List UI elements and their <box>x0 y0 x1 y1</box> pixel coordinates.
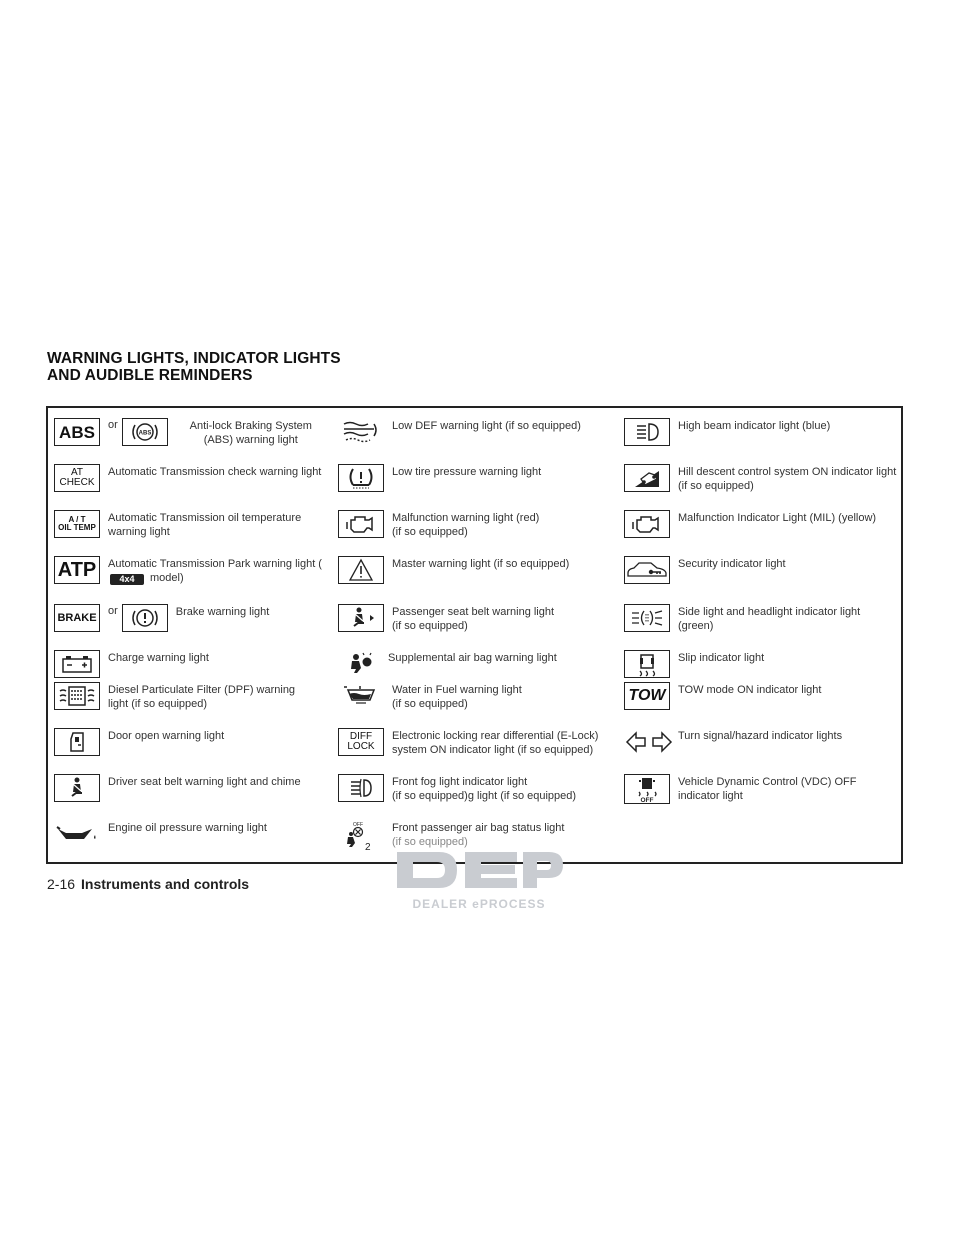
desc-mil-yellow: Malfunction Indicator Light (MIL) (yellow) <box>678 512 877 524</box>
high-beam-icon <box>624 418 670 446</box>
entry-diff-lock <box>338 728 598 757</box>
dpf-icon <box>54 682 100 710</box>
entry-tow <box>624 682 821 710</box>
desc-def: Low DEF warning light (if so equipped) <box>392 420 581 432</box>
entry-turn-signal <box>624 728 842 756</box>
page-footer <box>47 876 249 892</box>
section-title: Instruments and controls <box>81 876 250 892</box>
vdc-off-icon <box>624 774 670 804</box>
desc-at-check: Automatic Transmission check warning light <box>108 466 322 478</box>
entry-vdc-off <box>624 774 898 804</box>
entry-side-headlight <box>624 604 888 633</box>
tire-pressure-icon <box>338 464 384 492</box>
airbag-icon <box>338 650 382 678</box>
desc-side-headlight: Side light and headlight indicator light (green) <box>678 606 861 632</box>
front-fog-icon <box>338 774 384 802</box>
entry-driver-seatbelt <box>54 774 301 802</box>
brake-icon: BRAKE <box>54 604 100 632</box>
desc-hill-descent: Hill descent control system ON indicator light (if so equipped) <box>678 466 897 492</box>
entry-at-check <box>54 464 324 492</box>
entry-door <box>54 728 224 756</box>
desc-charge: Charge warning light <box>108 652 209 664</box>
desc-vdc-off: Vehicle Dynamic Control (VDC) OFF indicator light <box>678 776 857 802</box>
desc-water-fuel: Water in Fuel warning light (if so equipped) <box>392 684 522 710</box>
desc-diff-lock: Electronic locking rear differential (E-Lock) system ON indicator light (if so equipped) <box>392 730 599 756</box>
passenger-seatbelt-icon <box>338 604 384 632</box>
desc-security: Security indicator light <box>678 558 786 570</box>
entry-brake <box>54 604 269 632</box>
tow-icon: TOW <box>624 682 670 710</box>
atp-icon: ATP <box>54 556 100 584</box>
svg-text:2: 2 <box>365 842 371 852</box>
or-label: or <box>108 419 118 431</box>
entry-fog <box>338 774 576 803</box>
entry-master <box>338 556 569 584</box>
water-in-fuel-icon <box>338 682 384 710</box>
desc-dpf: Diesel Particulate Filter (DPF) warning light (if so equipped) <box>108 684 296 710</box>
svg-text:OFF: OFF <box>640 797 654 803</box>
desc-tire: Low tire pressure warning light <box>392 466 542 478</box>
desc-airbag: Supplemental air bag warning light <box>388 652 557 664</box>
oil-can-icon <box>54 820 100 848</box>
desc-at-oil-temp: Automatic Transmission oil temperature warning light <box>108 512 302 538</box>
page-title <box>47 350 341 384</box>
side-headlight-icon <box>624 604 670 632</box>
desc-fog: Front fog light indicator light (if so equipped)g light (if so equipped) <box>392 776 577 802</box>
desc-driver-seatbelt: Driver seat belt warning light and chime <box>108 776 301 788</box>
entry-dpf <box>54 682 318 711</box>
svg-text:OFF: OFF <box>353 822 363 828</box>
desc-oil: Engine oil pressure warning light <box>108 822 267 834</box>
abs-icon: ABS <box>54 418 100 446</box>
title-line-1: WARNING LIGHTS, INDICATOR LIGHTS <box>47 350 341 367</box>
diff-lock-icon: DIFF LOCK <box>338 728 384 756</box>
or-label: or <box>108 605 118 617</box>
door-open-icon <box>54 728 100 756</box>
security-car-icon <box>624 556 670 584</box>
desc-master: Master warning light (if so equipped) <box>392 558 570 570</box>
def-icon <box>338 418 384 446</box>
entry-water-fuel <box>338 682 522 711</box>
desc-passenger-airbag-off: Front passenger air bag status light (if so equipped) <box>392 822 565 848</box>
desc-mil-red: Malfunction warning light (red) (if so equipped) <box>392 512 540 538</box>
battery-icon <box>54 650 100 678</box>
hill-descent-icon <box>624 464 670 492</box>
slip-icon <box>624 650 670 678</box>
entry-hill-descent <box>624 464 898 493</box>
entry-mil-yellow <box>624 510 876 538</box>
engine-red-icon <box>338 510 384 538</box>
page-number: 2-16 <box>47 876 76 892</box>
dealer-eprocess-logo <box>395 848 565 919</box>
at-check-icon: AT CHECK <box>54 464 100 492</box>
entry-tire <box>338 464 541 492</box>
entry-passenger-seatbelt <box>338 604 554 633</box>
entry-security <box>624 556 786 584</box>
desc-slip: Slip indicator light <box>678 652 765 664</box>
passenger-airbag-off-icon <box>338 820 384 852</box>
entry-mil-red <box>338 510 539 539</box>
engine-yellow-icon <box>624 510 670 538</box>
entry-airbag <box>338 650 557 678</box>
desc-brake: Brake warning light <box>175 606 270 618</box>
entry-at-oil-temp <box>54 510 328 539</box>
entry-abs <box>54 418 326 447</box>
entry-def <box>338 418 581 446</box>
brake-circle-icon <box>122 604 168 632</box>
desc-tow: TOW mode ON indicator light <box>678 684 822 696</box>
svg-text:DEALER ePROCESS: DEALER ePROCESS <box>412 897 546 911</box>
title-line-2: AND AUDIBLE REMINDERS <box>47 367 253 384</box>
desc-abs: Anti-lock Braking System (ABS) warning light <box>189 420 312 446</box>
desc-high-beam: High beam indicator light (blue) <box>678 420 831 432</box>
entry-atp <box>54 556 324 585</box>
desc-passenger-seatbelt: Passenger seat belt warning light (if so equipped) <box>392 606 555 632</box>
entry-oil <box>54 820 267 848</box>
svg-text:ABS: ABS <box>138 430 152 437</box>
4x4-badge: 4x4 <box>110 574 144 585</box>
desc-door: Door open warning light <box>108 730 225 742</box>
entry-charge <box>54 650 209 678</box>
turn-signal-icon <box>624 728 674 756</box>
driver-seatbelt-icon <box>54 774 100 802</box>
abs-circle-icon <box>122 418 168 446</box>
at-oil-temp-icon: A / T OIL TEMP <box>54 510 100 538</box>
entry-slip <box>624 650 764 678</box>
master-warning-icon <box>338 556 384 584</box>
entry-high-beam <box>624 418 830 446</box>
desc-turn-signal: Turn signal/hazard indicator lights <box>678 730 843 742</box>
desc-atp: Automatic Transmission Park warning light (4x4 model) <box>108 558 322 584</box>
